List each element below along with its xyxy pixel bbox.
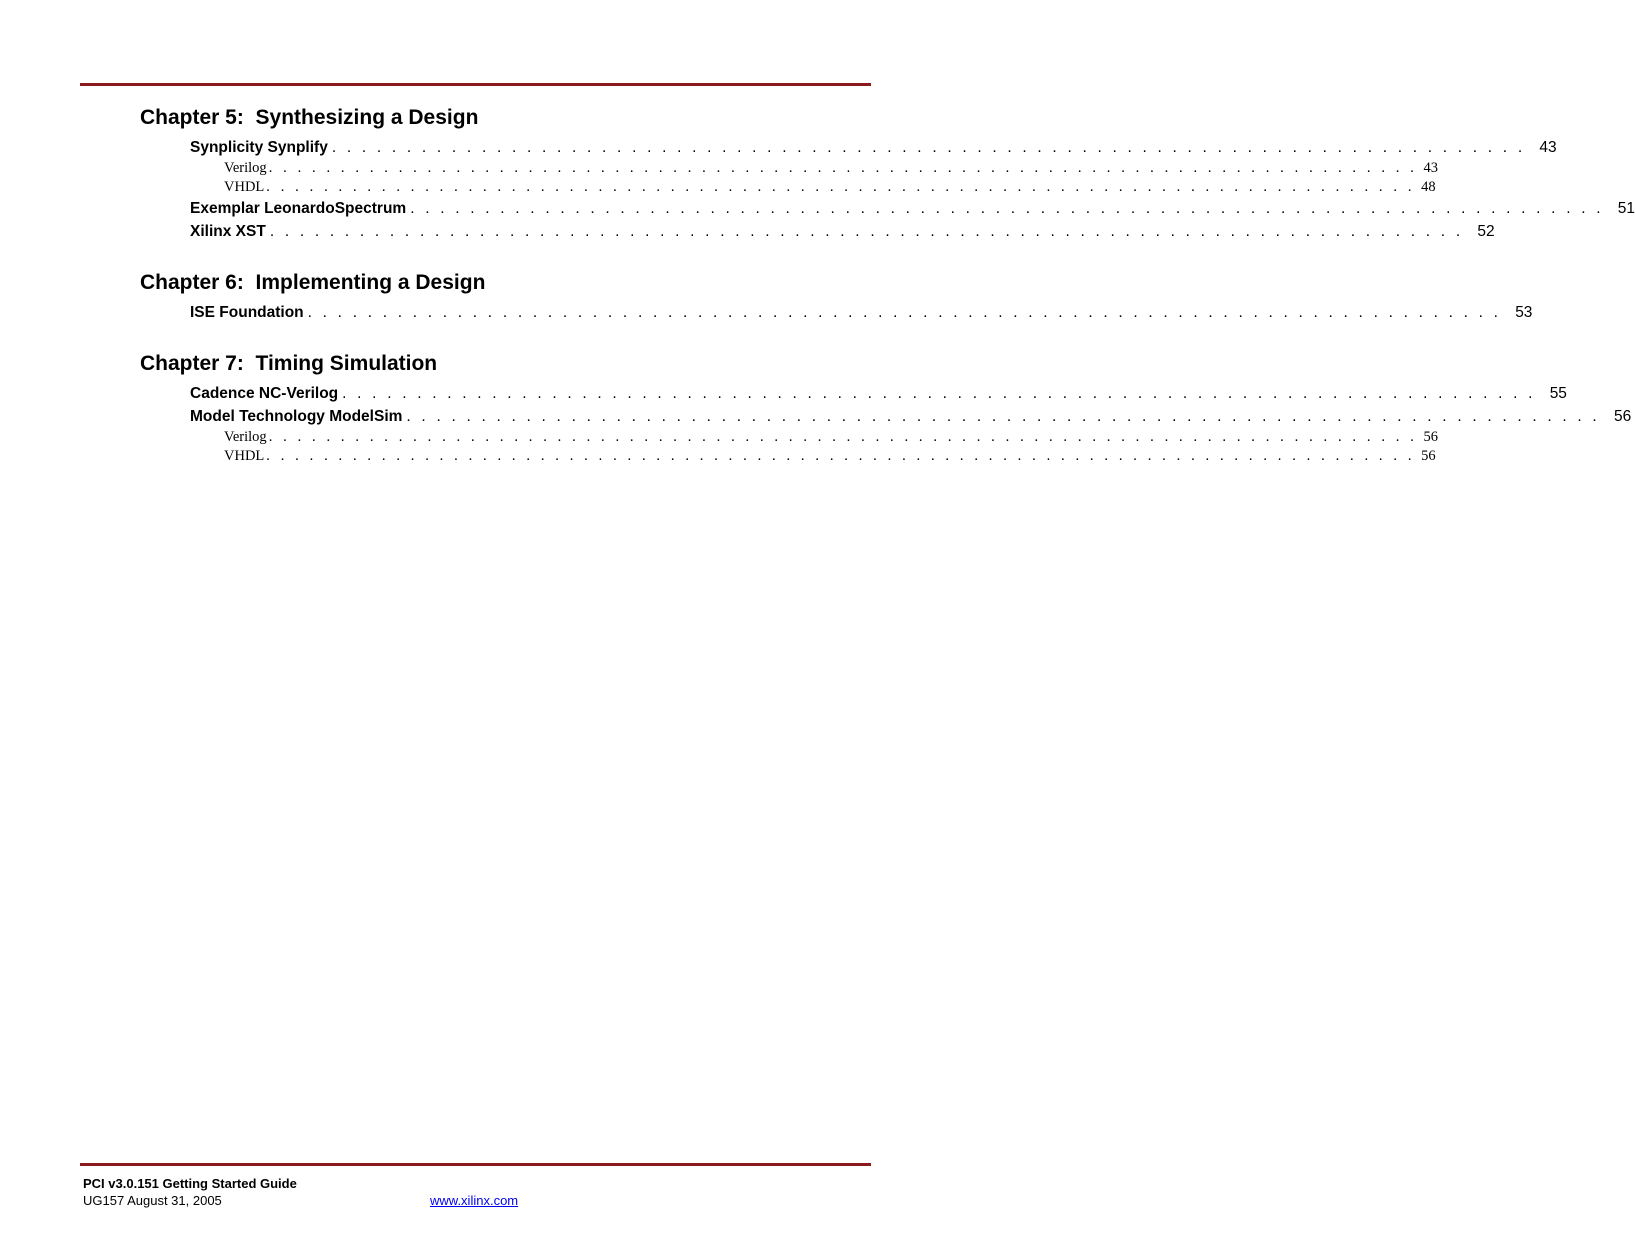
chapter-title[interactable]: Chapter 6: Implementing a Design [140, 271, 486, 294]
toc-section-entry[interactable] [140, 405, 1632, 428]
toc-subsection-entry[interactable] [140, 178, 1436, 197]
dot-leader: . . . . . . . . . . . . . . . . . . . . . . . . . . . . . . . . . . . . . . . . . . . . . . . . . . . . . . . . . . . . . . . . . . . . . . . . . . . . . . . . [268, 160, 1418, 176]
dot-leader: . . . . . . . . . . . . . . . . . . . . . . . . . . . . . . . . . . . . . . . . . . . . . . . . . . . . . . . . . . . . . . . . . . . . . . . . . . . . . . . . [307, 304, 1502, 321]
toc-chapter [140, 103, 1635, 243]
toc-entry-title: Model Technology ModelSim [190, 408, 403, 425]
dot-leader: . . . . . . . . . . . . . . . . . . . . . . . . . . . . . . . . . . . . . . . . . . . . . . . . . . . . . . . . . . . . . . . . . . . . . . . . . . . . . . . . [266, 179, 1416, 195]
toc-section-entry[interactable] [140, 220, 1495, 243]
toc-page-number: 56 [1613, 408, 1632, 425]
dot-leader: . . . . . . . . . . . . . . . . . . . . . . . . . . . . . . . . . . . . . . . . . . . . . . . . . . . . . . . . . . . . . . . . . . . . . . . . . . . . . . . . [268, 429, 1418, 445]
table-of-contents [140, 103, 1635, 491]
footer-doc-id-date: UG157 August 31, 2005 [83, 1193, 222, 1208]
toc-entry-title: Xilinx XST [190, 223, 266, 240]
toc-page-number: 43 [1423, 160, 1438, 176]
toc-entry-title: ISE Foundation [190, 304, 304, 321]
footer-website-link[interactable]: www.xilinx.com [430, 1193, 519, 1208]
toc-entry-title: Verilog [224, 160, 267, 176]
toc-section-entry[interactable] [140, 197, 1635, 220]
toc-page-number: 55 [1549, 385, 1567, 402]
toc-subsection-entry[interactable] [140, 159, 1438, 178]
toc-page-number: 52 [1477, 223, 1495, 240]
footer-rule [80, 1163, 871, 1166]
chapter-title[interactable]: Chapter 7: Timing Simulation [140, 352, 438, 375]
toc-entry-title: Cadence NC-Verilog [190, 385, 339, 402]
toc-chapter [140, 268, 1533, 324]
toc-section-entry[interactable] [140, 136, 1557, 159]
toc-chapter [140, 349, 1632, 466]
toc-page-number: 56 [1423, 429, 1438, 445]
toc-entry-title: Synplicity Synplify [190, 139, 328, 156]
toc-page-number: 43 [1539, 139, 1557, 156]
toc-section-entry[interactable] [140, 301, 1533, 324]
toc-page-number: 53 [1515, 304, 1533, 321]
toc-subsection-entry[interactable] [140, 447, 1436, 466]
dot-leader: . . . . . . . . . . . . . . . . . . . . . . . . . . . . . . . . . . . . . . . . . . . . . . . . . . . . . . . . . . . . . . . . . . . . . . . . . . . . . . . . [266, 448, 1416, 464]
toc-subsection-entry[interactable] [140, 428, 1438, 447]
header-rule [80, 83, 871, 86]
toc-page-number: 51 [1617, 200, 1635, 217]
toc-section-entry[interactable] [140, 382, 1567, 405]
toc-page-number: 56 [1421, 448, 1436, 464]
toc-entry-title: Exemplar LeonardoSpectrum [190, 200, 407, 217]
dot-leader: . . . . . . . . . . . . . . . . . . . . . . . . . . . . . . . . . . . . . . . . . . . . . . . . . . . . . . . . . . . . . . . . . . . . . . . . . . . . . . . . [410, 200, 1604, 217]
toc-entry-title: VHDL [224, 179, 265, 195]
dot-leader: . . . . . . . . . . . . . . . . . . . . . . . . . . . . . . . . . . . . . . . . . . . . . . . . . . . . . . . . . . . . . . . . . . . . . . . . . . . . . . . . [331, 139, 1526, 156]
chapter-title[interactable]: Chapter 5: Synthesizing a Design [140, 106, 479, 129]
toc-page-number: 48 [1421, 179, 1436, 195]
dot-leader: . . . . . . . . . . . . . . . . . . . . . . . . . . . . . . . . . . . . . . . . . . . . . . . . . . . . . . . . . . . . . . . . . . . . . . . . . . . . . . . . [342, 385, 1536, 402]
dot-leader: . . . . . . . . . . . . . . . . . . . . . . . . . . . . . . . . . . . . . . . . . . . . . . . . . . . . . . . . . . . . . . . . . . . . . . . . . . . . . . . . [269, 223, 1464, 240]
toc-entry-title: Verilog [224, 429, 267, 445]
footer-doc-title: PCI v3.0.151 Getting Started Guide [83, 1176, 297, 1191]
dot-leader: . . . . . . . . . . . . . . . . . . . . . . . . . . . . . . . . . . . . . . . . . . . . . . . . . . . . . . . . . . . . . . . . . . . . . . . . . . . . . . . . [406, 408, 1600, 425]
toc-entry-title: VHDL [224, 448, 265, 464]
